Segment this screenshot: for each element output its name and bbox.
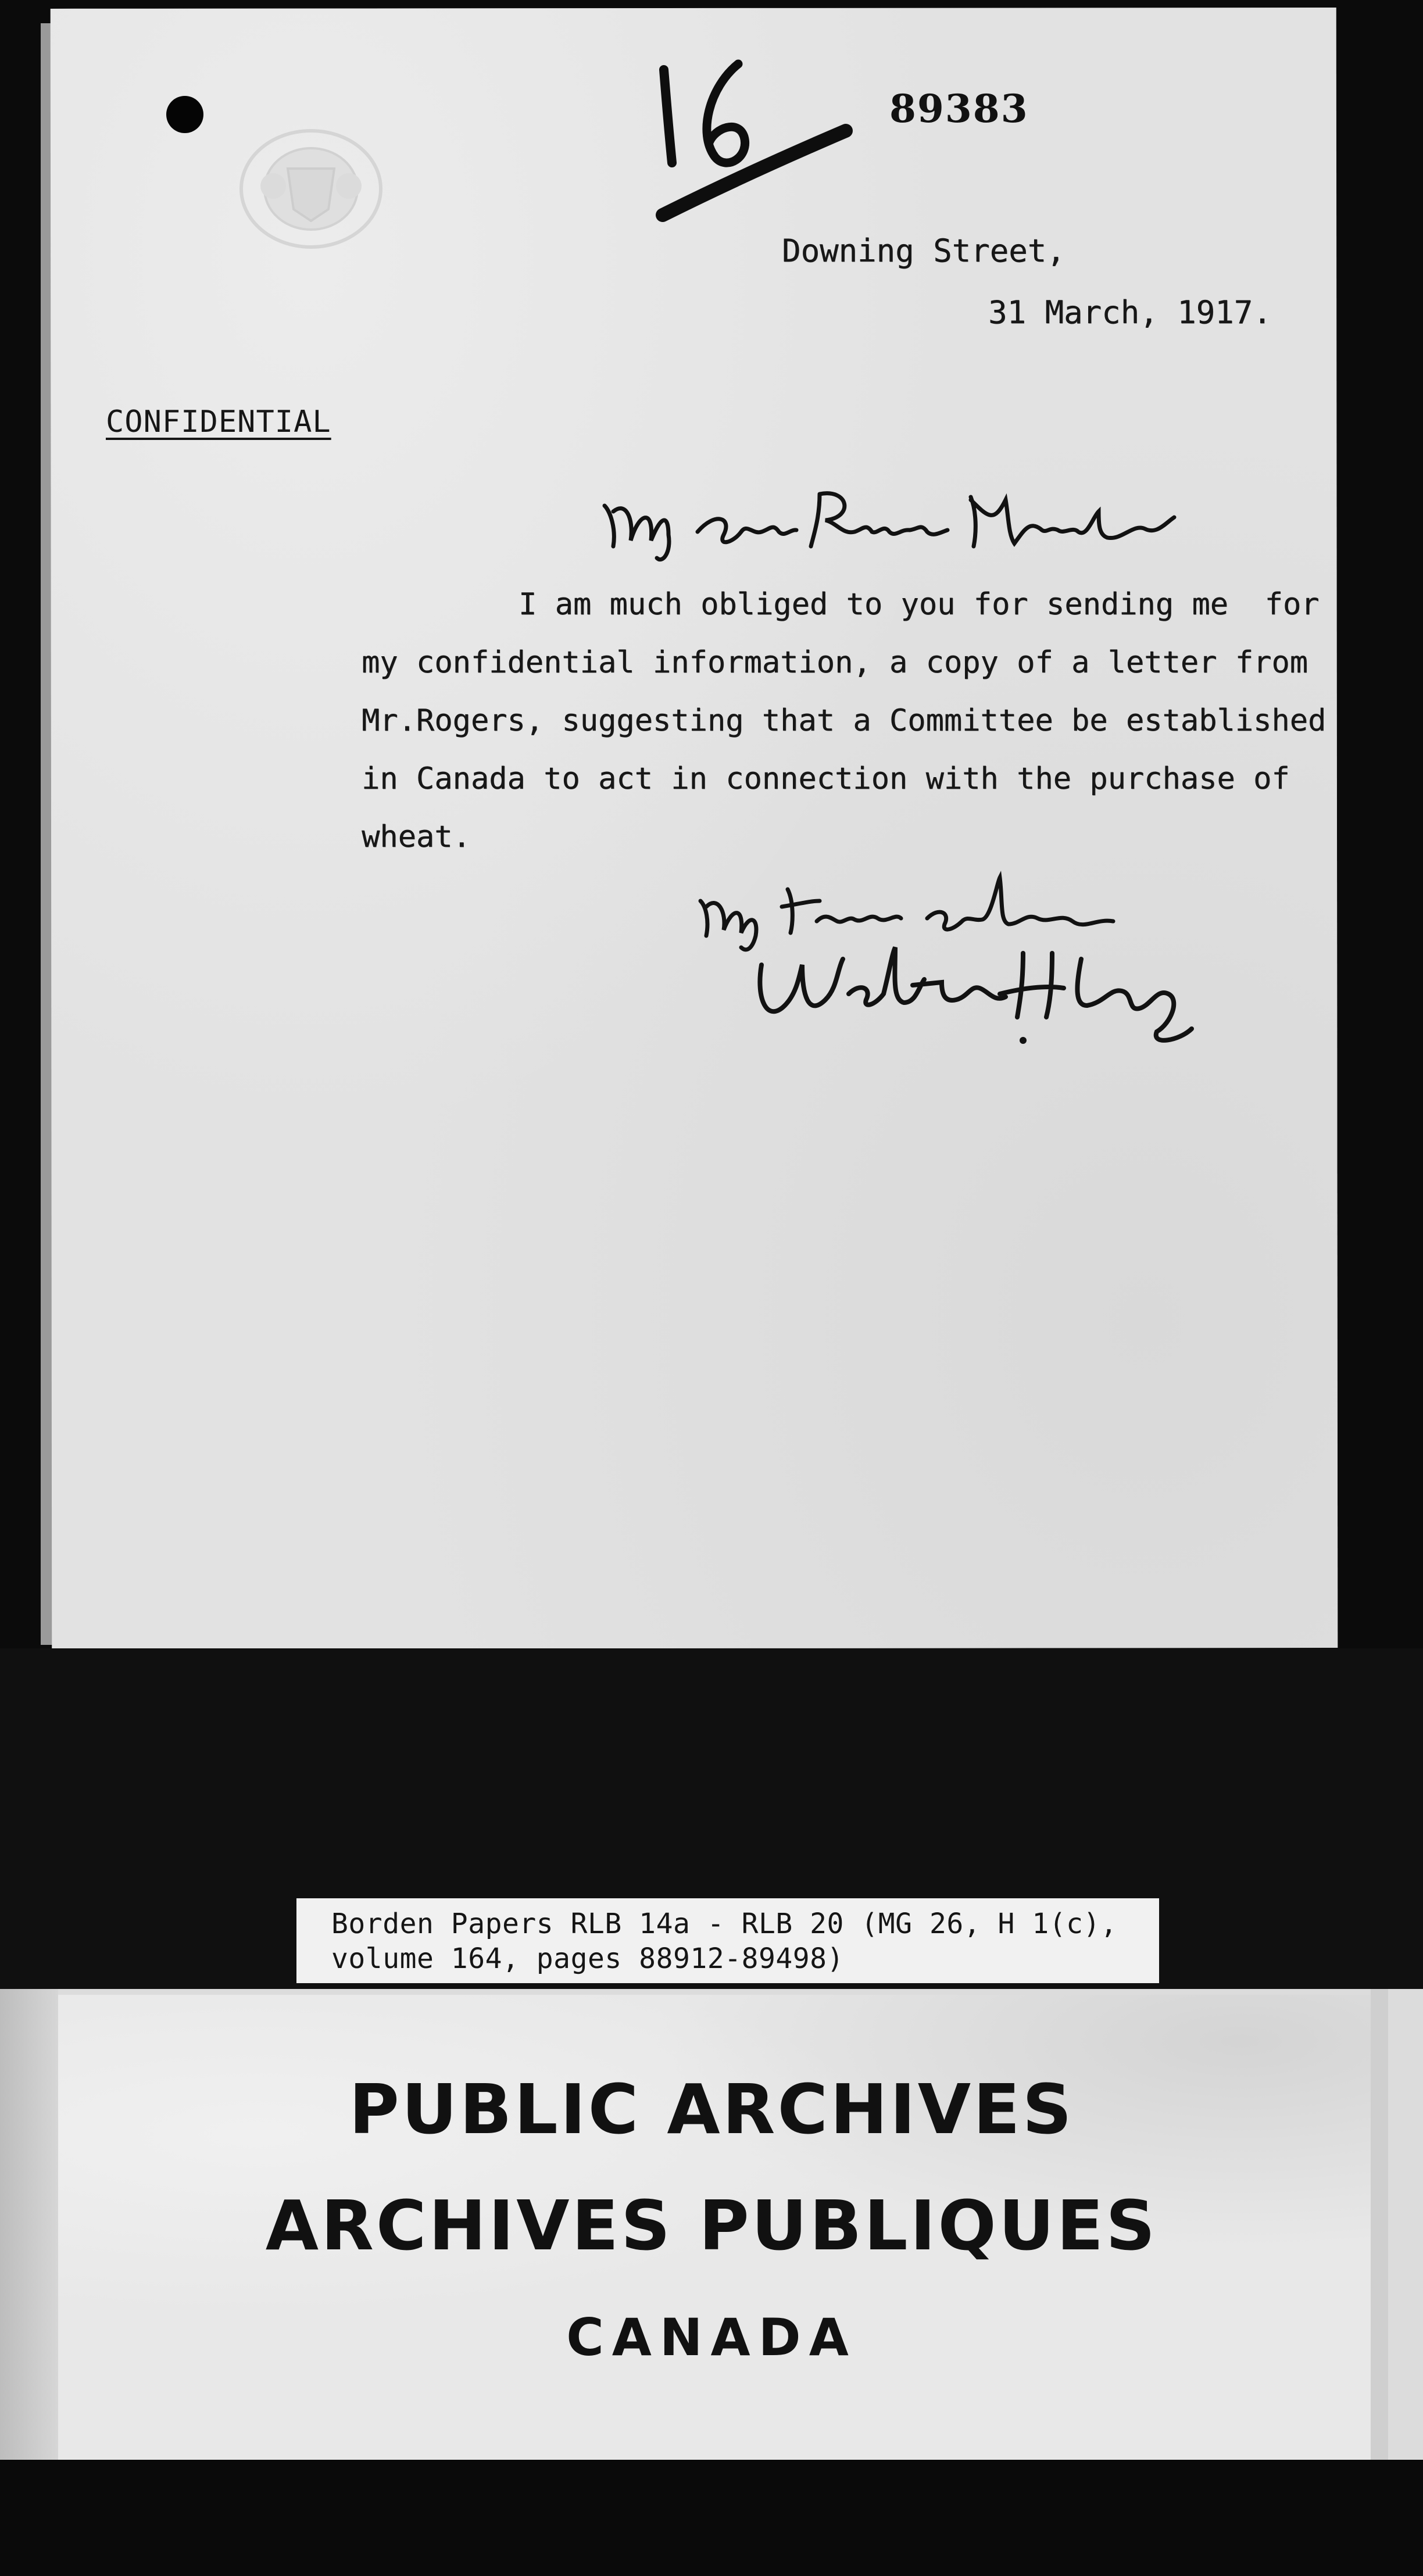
classification-label: CONFIDENTIAL [106,405,331,439]
handwritten-salutation [599,477,1186,564]
embossed-crest-icon [233,122,389,256]
body-line: Mr.Rogers, suggesting that a Committee be established [362,703,1327,738]
banner-title-french: ARCHIVES PUBLIQUES [265,2185,1158,2266]
body-line: wheat. [362,820,471,854]
reference-number: 89383 [889,86,1029,131]
label-line: Borden Papers RLB 14a - RLB 20 (MG 26, H 1(c), [331,1908,1118,1940]
letter-body [362,575,1327,866]
date-line: 31 March, 1917. [988,294,1272,331]
punch-hole [166,96,203,133]
film-bottom-edge [0,2460,1423,2576]
address-line: Downing Street, [782,232,1066,269]
banner-country: CANADA [566,2307,857,2367]
body-line: my confidential information, a copy of a letter from [362,645,1308,680]
label-line: volume 164, pages 88912-89498) [331,1942,844,1975]
banner-title-english: PUBLIC ARCHIVES [349,2069,1074,2149]
handwritten-signature [750,930,1215,1064]
body-line: I am much obliged to you for sending me for [519,587,1320,622]
handwritten-folio-number [651,41,860,232]
collection-label [296,1898,1159,1983]
body-line: in Canada to act in connection with the purchase of [362,761,1290,796]
